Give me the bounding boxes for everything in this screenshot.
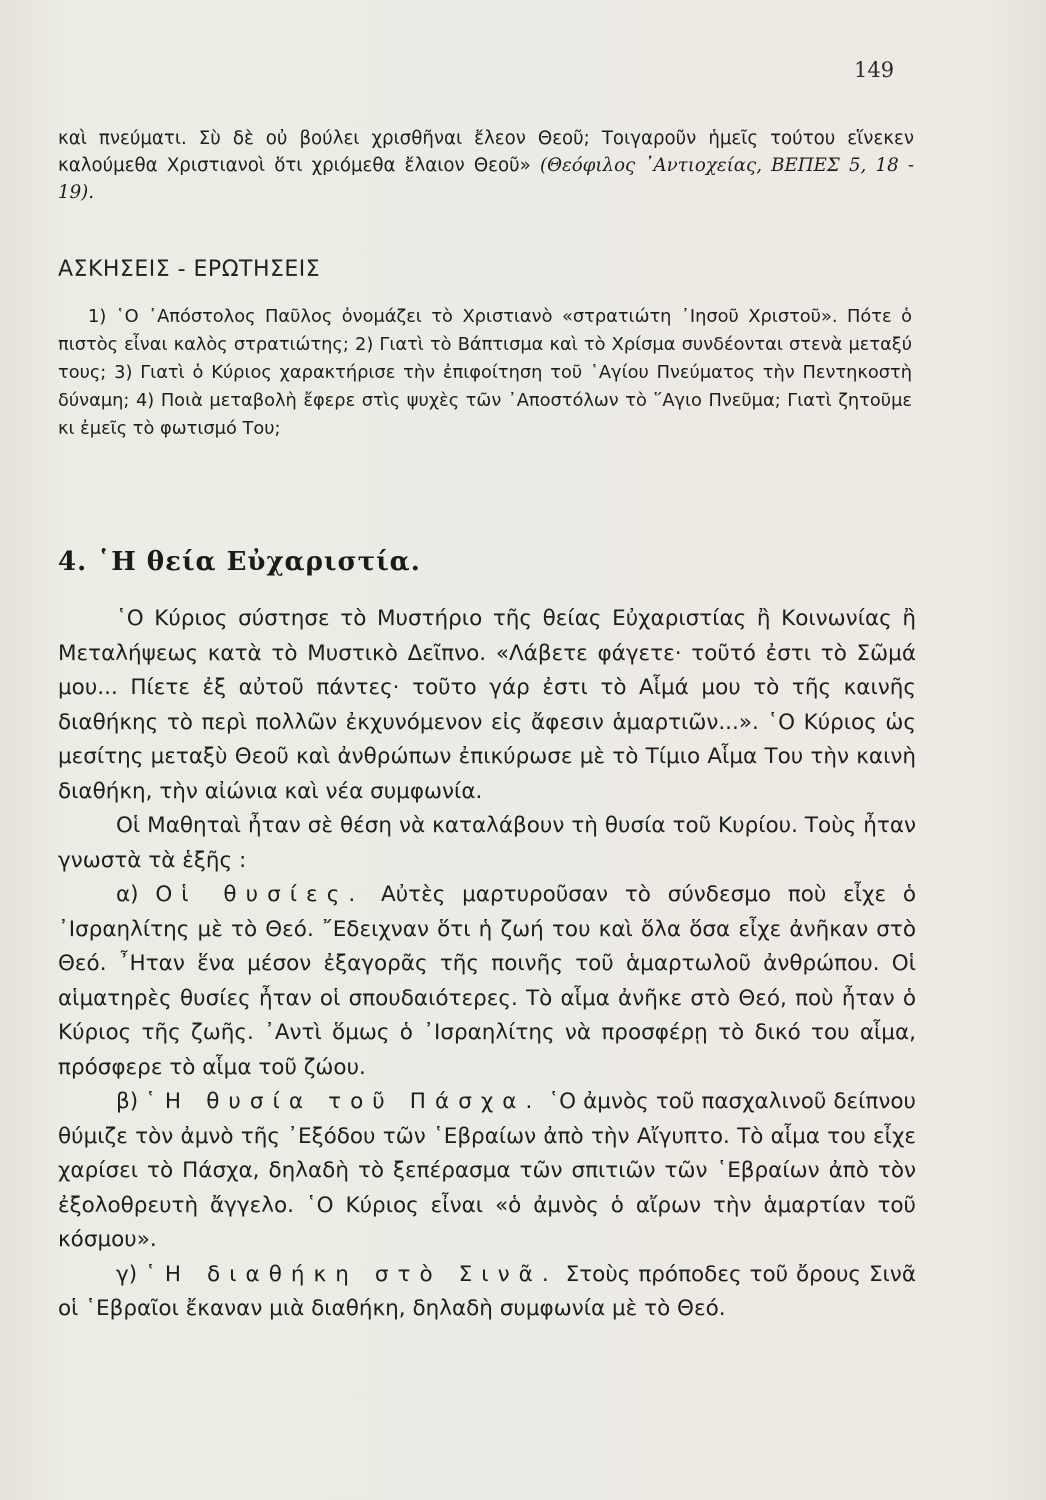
intro-paragraph [58,125,914,206]
section-heading: 4. ῾Η θεία Εὐχαριστία. [58,547,421,577]
paragraph-5-subheading: ῾Η διαθήκη στὸ Σινᾶ. [145,1261,558,1287]
intro-citation: (Θεόφιλος ᾿Αντιοχείας, ΒΕΠΕΣ 5, 18 - 19). [58,155,914,203]
section-body [58,602,916,1327]
paragraph-5 [58,1258,916,1327]
paragraph-3-label: α) [116,882,139,907]
paragraph-5-label: γ) [116,1261,138,1287]
paragraph-5-text: Στοὺς πρόποδες τοῦ ὄρους Σινᾶ οἱ ῾Εβραῖοι ἔκαναν μιὰ διαθήκη, δηλαδὴ συμφωνία μὲ τὸ Θεό. [58,1261,916,1321]
paragraph-2: Οἱ Μαθηταὶ ἦταν σὲ θέση νὰ καταλάβουν τὴ θυσία τοῦ Κυρίου. Τοὺς ἦταν γνωστὰ τὰ ἑξῆς : [58,813,916,873]
page-number: 149 [854,58,895,82]
paragraph-4 [58,1085,916,1258]
exercises-text: 1) ῾Ο ᾿Απόστολος Παῦλος ὀνομάζει τὸ Χριστιανὸ «στρατιώτη ᾿Ιησοῦ Χριστοῦ». Πότε ὁ πιστὸς εἶναι καλὸς στρατιώτης; 2) Γιατὶ τὸ Βάπτισμα καὶ τὸ Χρίσμα συνδέονται στενὰ μεταξύ τους; 3) Γιατὶ ὁ Κύριος χαρακτήρισε τὴν ἐπιφοίτηση τοῦ ῾Αγίου Πνεύματος τὴν Πεντηκοστὴ δύναμη; 4) Ποιὰ μεταβολὴ ἔφερε στὶς ψυχὲς τῶν ᾿Αποστόλων τὸ ῞Αγιο Πνεῦμα; Γιατὶ ζητοῦμε κι ἐμεῖς τὸ φωτισμό Του; [58,306,912,439]
paragraph-4-text: ῾Ο ἀμνὸς τοῦ πασχαλινοῦ δείπνου θύμιζε τὸν ἀμνὸ τῆς ᾿Εξόδου τῶν ῾Εβραίων ἀπὸ τὴν Αἴγυπτο. Τὸ αἷμα του εἶχε χαρίσει τὸ Πάσχα, δηλαδὴ τὸ ξεπέρασμα τῶν σπιτιῶν τῶν ῾Εβραίων ἀπὸ τὸν ἐξολοθρευτὴ ἄγγελο. ῾Ο Κύριος εἶναι «ὁ ἀμνὸς ὁ αἴρων τὴν ἁμαρτίαν τοῦ κόσμου». [58,1089,916,1252]
paragraph-4-label: β) [116,1089,139,1114]
paragraph-1: ῾Ο Κύριος σύστησε τὸ Μυστήριο τῆς θείας Εὐχαριστίας ἢ Κοινωνίας ἢ Μεταλήψεως κατὰ τὸ Μυστικὸ Δεῖπνο. «Λάβετε φάγετε· τοῦτό ἐστι τὸ Σῶμά μου... Πίετε ἐξ αὐτοῦ πάντες· τοῦτο γάρ ἐστι τὸ Αἷμά μου τὸ τῆς καινῆς διαθήκης τὸ περὶ πολλῶν ἐκχυνόμενον εἰς ἄφεσιν ἁμαρτιῶν...». ῾Ο Κύριος ὡς μεσίτης μεταξὺ Θεοῦ καὶ ἀνθρώπων ἐπικύρωσε μὲ τὸ Τίμιο Αἷμα Του τὴν καινὴ διαθήκη, τὴν αἰώνια καὶ νέα συμφωνία. [58,606,916,804]
paragraph-3-text: Αὐτὲς μαρτυροῦσαν τὸ σύνδεσμο ποὺ εἶχε ὁ ᾿Ισραηλίτης μὲ τὸ Θεό. ῎Εδειχναν ὅτι ἡ ζωή του καὶ ὅλα ὅσα εἶχε ἀνῆκαν στὸ Θεό. ῏Ηταν ἕνα μέσον ἐξαγορᾶς τῆς ποινῆς τοῦ ἁμαρτωλοῦ ἀνθρώπου. Οἱ αἱματηρὲς θυσίες ἦταν οἱ σπουδαιότερες. Τὸ αἷμα ἀνῆκε στὸ Θεό, ποὺ ἦταν ὁ Κύριος τῆς ζωῆς. ᾿Αντὶ ὅμως ὁ ᾿Ισραηλίτης νὰ προσφέρῃ τὸ δικό του αἷμα, πρόσφερε τὸ αἷμα τοῦ ζώου. [58,882,917,1080]
paragraph-3-subheading: Οἱ θυσίες. [155,882,365,907]
paragraph-4-subheading: ῾Η θυσία τοῦ Πάσχα. [145,1089,542,1114]
paragraph-3 [58,878,916,1085]
intro-text: καὶ πνεύματι. Σὺ δὲ οὐ βούλει χρισθῆναι ἔλεον Θεοῦ; Τοιγαροῦν ἡμεῖς τούτου εἵνεκεν καλούμεθα Χριστιανοὶ ὅτι χριόμεθα ἔλαιον Θεοῦ» [58,128,914,176]
exercises-heading: ΑΣΚΗΣΕΙΣ - ΕΡΩΤΗΣΕΙΣ [58,257,321,282]
